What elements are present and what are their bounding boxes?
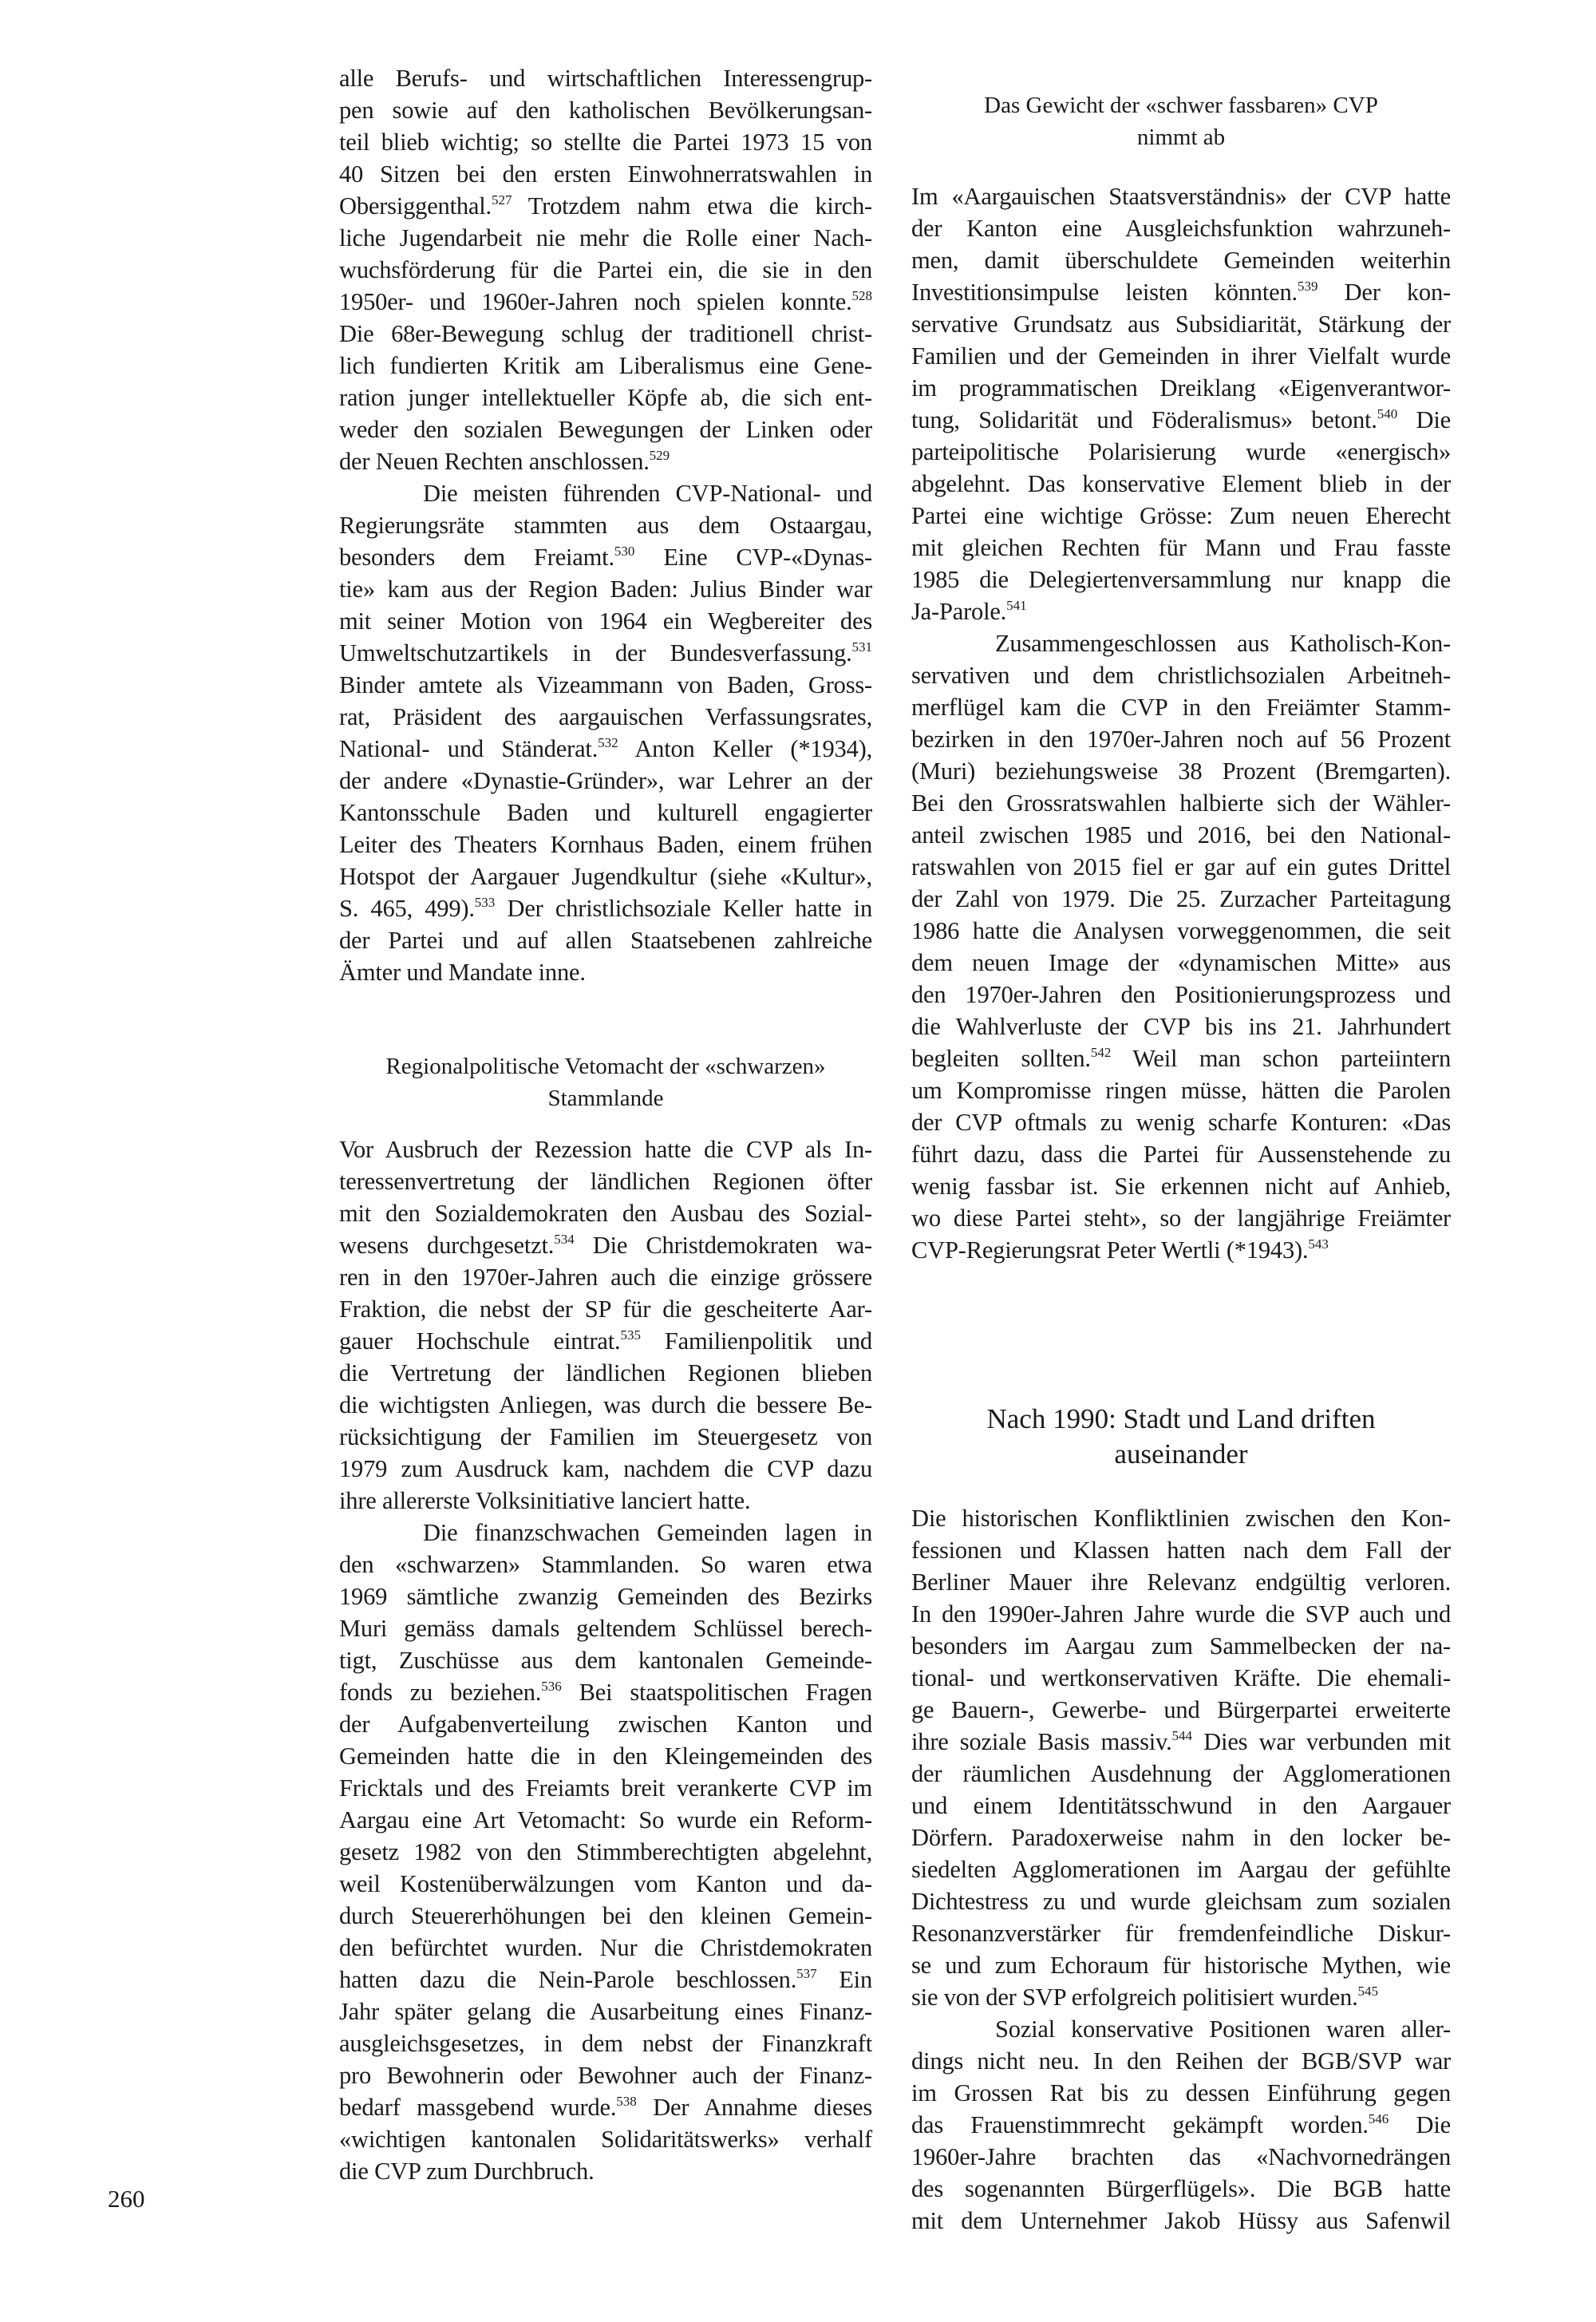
text-line — [339, 1708, 872, 1740]
text-segment: um Kompromisse ringen müsse, hätten die Parolen — [911, 1077, 1451, 1104]
text-segment: hatten dazu die Nein-Parole beschlossen. — [339, 1966, 797, 1993]
text-segment: siedelten Agglomerationen im Aargau der gefühlte — [911, 1856, 1451, 1883]
text-segment: Die Christdemokraten wa- — [574, 1232, 872, 1259]
text-line — [339, 1580, 872, 1612]
footnote-marker[interactable]: 542 — [1090, 1045, 1112, 1060]
page-number: 260 — [108, 2185, 145, 2213]
text-segment: weder den sozialen Bewegungen der Linken oder — [339, 416, 872, 443]
text-segment: parteipolitische Polarisierung wurde «energisch» — [911, 438, 1451, 465]
text-line — [911, 180, 1451, 212]
text-segment: ihre allererste Volksinitiative lanciert hatte. — [339, 1487, 751, 1514]
text-line — [911, 1981, 1451, 2013]
text-segment: S. 465, 499). — [339, 895, 475, 922]
text-segment: men, damit überschuldete Gemeinden weiterhin — [911, 247, 1451, 274]
text-segment: Bei staatspolitischen Fragen — [561, 1679, 872, 1706]
text-line — [911, 787, 1451, 819]
text-segment: tional- und wertkonservativen Kräfte. Die ehemali- — [911, 1664, 1451, 1691]
text-line — [339, 1325, 872, 1357]
text-line — [911, 1694, 1451, 1726]
text-line — [339, 637, 872, 669]
text-line — [911, 1758, 1451, 1790]
text-segment: der Aufgabenverteilung zwischen Kanton und — [339, 1711, 872, 1738]
text-line — [911, 276, 1451, 308]
text-segment: servative Grundsatz aus Subsidiarität, Stärkung der — [911, 311, 1451, 338]
section-heading: Nach 1990: Stadt und Land driften — [986, 1403, 1376, 1434]
text-line — [911, 1790, 1451, 1822]
text-segment: Investitionsimpulse leisten könnten. — [911, 279, 1298, 306]
text-segment: Aargau eine Art Vetomacht: So wurde ein Reform- — [339, 1806, 872, 1833]
text-line — [339, 222, 872, 254]
footnote-marker[interactable]: 537 — [796, 1966, 817, 1981]
text-line — [911, 1630, 1451, 1662]
text-line — [339, 1612, 872, 1644]
text-line — [339, 733, 872, 765]
text-line — [339, 1900, 872, 1932]
text-line — [339, 1133, 872, 1165]
text-segment: Gemeinden hatte die in den Kleingemeinden des — [339, 1742, 872, 1770]
text-segment: 40 Sitzen bei den ersten Einwohnerratswahlen in — [339, 160, 872, 188]
text-line — [339, 1836, 872, 1868]
text-segment: den befürchtet wurden. Nur die Christdemokraten — [339, 1934, 872, 1961]
text-line — [339, 509, 872, 541]
text-line — [911, 947, 1451, 979]
section-heading: Das Gewicht der «schwer fassbaren» CVP — [984, 93, 1378, 118]
text-line — [339, 573, 872, 605]
text-segment: Kantonsschule Baden und kulturell engagierter — [339, 799, 872, 826]
text-line — [911, 691, 1451, 723]
text-line — [911, 1566, 1451, 1598]
text-line — [911, 1534, 1451, 1566]
text-segment: Sozial konservative Positionen waren aller- — [995, 2015, 1451, 2043]
footnote-marker[interactable]: 546 — [1368, 2111, 1389, 2126]
text-segment: ausgleichsgesetzes, in dem nebst der Finanzkraft — [339, 2030, 872, 2057]
text-segment: Familienpolitik und — [640, 1327, 872, 1355]
text-line — [911, 979, 1451, 1011]
text-line — [339, 62, 872, 94]
text-segment: der Neuen Rechten anschlossen. — [339, 448, 650, 475]
text-segment: dings nicht neu. In den Reihen der BGB/SVP war — [911, 2047, 1451, 2075]
text-line — [911, 2045, 1451, 2077]
text-segment: ren in den 1970er-Jahren auch die einzige grössere — [339, 1264, 872, 1291]
text-segment: die CVP zum Durchbruch. — [339, 2158, 595, 2185]
text-segment: National- und Ständerat. — [339, 735, 598, 762]
text-line — [339, 1517, 872, 1549]
text-line — [339, 286, 872, 318]
text-line — [911, 1949, 1451, 1981]
text-segment: dem neuen Image der «dynamischen Mitte» aus — [911, 949, 1451, 976]
text-line — [339, 1644, 872, 1676]
text-segment: pro Bewohnerin oder Bewohner auch der Finanz- — [339, 2062, 872, 2089]
footnote-marker[interactable]: 539 — [1297, 279, 1318, 294]
text-segment: abgelehnt. Das konservative Element blieb in der — [911, 470, 1451, 497]
text-segment: teressenvertretung der ländlichen Regionen öfter — [339, 1168, 872, 1195]
text-segment: 1960er-Jahre brachten das «Nachvornedrängen — [911, 2143, 1451, 2170]
text-line — [339, 860, 872, 892]
text-segment: der CVP oftmals zu wenig scharfe Konturen: «Das — [911, 1109, 1451, 1136]
text-line — [339, 765, 872, 797]
text-segment: sie von der SVP erfolgreich politisiert wurden. — [911, 1984, 1358, 2011]
text-line — [339, 1772, 872, 1804]
text-line — [339, 1261, 872, 1293]
text-segment: tigt, Zuschüsse aus dem kantonalen Gemeinde- — [339, 1647, 872, 1674]
text-segment: servativen und dem christlichsozialen Arbeitneh- — [911, 662, 1451, 689]
text-segment: fonds zu beziehen. — [339, 1679, 542, 1706]
text-segment: anteil zwischen 1985 und 2016, bei den National- — [911, 821, 1451, 848]
footnote-marker[interactable]: 527 — [491, 192, 512, 208]
text-segment: Jahr später gelang die Ausarbeitung eines Finanz- — [339, 1998, 872, 2025]
text-segment: 1979 zum Ausdruck kam, nachdem die CVP dazu — [339, 1455, 872, 1482]
text-segment: Dörfern. Paradoxerweise nahm in den locker be- — [911, 1824, 1451, 1851]
text-segment: Regierungsräte stammten aus dem Ostaargau, — [339, 512, 872, 539]
text-line — [339, 541, 872, 573]
text-line — [911, 308, 1451, 340]
text-segment: 1986 hatte die Analysen vorweggenommen, die seit — [911, 917, 1451, 944]
text-segment: 1950er- und 1960er-Jahren noch spielen konnte. — [339, 288, 852, 315]
text-line — [339, 605, 872, 637]
text-line — [339, 445, 872, 477]
footnote-marker[interactable]: 536 — [541, 1679, 562, 1694]
section-heading: Stammlande — [547, 1086, 664, 1111]
text-line — [339, 1485, 872, 1517]
text-line — [911, 1853, 1451, 1885]
text-line — [911, 2109, 1451, 2141]
text-segment: im programmatischen Dreiklang «Eigenverantwor- — [911, 374, 1451, 402]
text-segment: wo diese Partei steht», so der langjährige Freiämter — [911, 1205, 1451, 1232]
text-segment: bedarf massgebend wurde. — [339, 2094, 617, 2121]
text-line — [339, 1549, 872, 1580]
footnote-marker[interactable]: 544 — [1171, 1728, 1193, 1743]
text-segment: ge Bauern-, Gewerbe- und Bürgerpartei erweiterte — [911, 1696, 1451, 1723]
text-line — [911, 1917, 1451, 1949]
text-line — [911, 500, 1451, 532]
text-line — [911, 627, 1451, 659]
text-line — [911, 244, 1451, 276]
text-segment: se und zum Echoraum für historische Mythen, wie — [911, 1952, 1451, 1979]
text-segment: Muri gemäss damals geltendem Schlüssel berech- — [339, 1615, 872, 1642]
text-segment: Die finanzschwachen Gemeinden lagen in — [423, 1519, 872, 1546]
text-line — [339, 892, 872, 924]
text-segment: Eine CVP-«Dynas- — [634, 544, 872, 571]
text-segment: durch Steuererhöhungen bei den kleinen Gemein- — [339, 1902, 872, 1929]
text-segment: gesetz 1982 von den Stimmberechtigten abgelehnt, — [339, 1838, 872, 1865]
footnote-marker[interactable]: 534 — [554, 1232, 575, 1247]
text-segment: Dichtestress zu und wurde gleichsam zum sozialen — [911, 1888, 1451, 1915]
text-segment: Vor Ausbruch der Rezession hatte die CVP als In- — [339, 1136, 872, 1163]
text-line — [911, 404, 1451, 436]
footnote-marker[interactable]: 533 — [474, 895, 496, 910]
text-line — [911, 1074, 1451, 1106]
text-segment: mit dem Unternehmer Jakob Hüssy aus Safenwil — [911, 2207, 1451, 2234]
text-line — [339, 1357, 872, 1389]
text-segment: (Muri) beziehungsweise 38 Prozent (Bremgarten). — [911, 758, 1451, 785]
text-line — [339, 1453, 872, 1485]
text-line — [339, 1293, 872, 1325]
text-line — [911, 819, 1451, 851]
text-segment: merflügel kam die CVP in den Freiämter Stamm- — [911, 694, 1451, 721]
text-line — [339, 956, 872, 988]
text-segment: der Zahl von 1979. Die 25. Zurzacher Parteitagung — [911, 885, 1451, 912]
text-line — [911, 1726, 1451, 1758]
text-line — [339, 1421, 872, 1453]
text-line — [339, 2027, 872, 2059]
text-segment: begleiten sollten. — [911, 1045, 1091, 1072]
text-line — [339, 701, 872, 733]
text-segment: Die — [1389, 2111, 1451, 2138]
text-segment: Resonanzverstärker für fremdenfeindliche Diskur- — [911, 1920, 1451, 1947]
footnote-marker[interactable]: 528 — [851, 288, 872, 303]
text-segment: mit gleichen Rechten für Mann und Frau fasste — [911, 534, 1451, 561]
text-line — [339, 94, 872, 126]
text-segment: mit den Sozialdemokraten den Ausbau des Sozial- — [339, 1200, 872, 1227]
text-line — [911, 468, 1451, 500]
text-segment: Obersiggenthal. — [339, 192, 492, 220]
text-line — [911, 851, 1451, 883]
text-segment: weil Kostenüberwälzungen vom Kanton und da- — [339, 1870, 872, 1897]
text-line — [911, 436, 1451, 468]
text-segment: liche Jugendarbeit nie mehr die Rolle einer Nach- — [339, 224, 872, 251]
text-line — [339, 382, 872, 413]
text-segment: der räumlichen Ausdehnung der Agglomerationen — [911, 1760, 1451, 1787]
text-segment: Die — [1397, 406, 1451, 433]
text-segment: besonders im Aargau zum Sammelbecken der na- — [911, 1632, 1451, 1659]
text-line — [339, 669, 872, 701]
text-line — [339, 1740, 872, 1772]
text-line — [911, 1011, 1451, 1042]
footnote-marker[interactable]: 531 — [851, 639, 872, 655]
text-line — [911, 212, 1451, 244]
text-line — [339, 1932, 872, 1964]
text-segment: In den 1990er-Jahren Jahre wurde die SVP auch und — [911, 1600, 1451, 1628]
footnote-marker[interactable]: 532 — [598, 735, 618, 750]
text-segment: mit seiner Motion von 1964 ein Wegbereiter des — [339, 607, 872, 635]
text-segment: Trotzdem nahm etwa die kirch- — [512, 192, 872, 220]
text-line — [911, 1822, 1451, 1853]
footnote-marker[interactable]: 529 — [649, 448, 670, 463]
text-line — [911, 1598, 1451, 1630]
text-line — [339, 797, 872, 829]
text-segment: Leiter des Theaters Kornhaus Baden, einem frühen — [339, 831, 872, 858]
text-line — [339, 254, 872, 286]
text-line — [339, 2059, 872, 2091]
text-segment: ratswahlen von 2015 fiel er gar auf ein gutes Drittel — [911, 853, 1451, 880]
text-segment: Bei den Grossratswahlen halbierte sich der Wähler- — [911, 789, 1451, 817]
text-segment: die Vertretung der ländlichen Regionen blieben — [339, 1359, 872, 1386]
text-segment: Partei eine wichtige Grösse: Zum neuen Eherecht — [911, 502, 1451, 529]
text-segment: Fricktals und des Freiamts breit verankerte CVP im — [339, 1774, 872, 1802]
text-segment: Der christlichsoziale Keller hatte in — [495, 895, 872, 922]
text-segment: Die historischen Konfliktlinien zwischen den Kon- — [911, 1505, 1451, 1532]
text-line — [911, 1202, 1451, 1234]
text-segment: des sogenannten Bürgerflügels». Die BGB hatte — [911, 2175, 1451, 2202]
text-segment: 1969 sämtliche zwanzig Gemeinden des Bezirks — [339, 1583, 872, 1610]
text-line — [911, 2013, 1451, 2045]
text-line — [911, 1170, 1451, 1202]
text-line — [911, 1502, 1451, 1534]
text-segment: die Wahlverluste der CVP bis ins 21. Jahrhundert — [911, 1013, 1451, 1040]
footnote-marker[interactable]: 540 — [1377, 406, 1398, 421]
text-segment: Anton Keller (*1934), — [618, 735, 873, 762]
text-line — [911, 2205, 1451, 2237]
text-segment: teil blieb wichtig; so stellte die Partei 1973 15 von — [339, 129, 872, 156]
text-line — [911, 1885, 1451, 1917]
text-segment: pen sowie auf den katholischen Bevölkerungsan- — [339, 97, 872, 124]
text-line — [911, 1662, 1451, 1694]
text-line — [339, 1804, 872, 1836]
text-line — [339, 1197, 872, 1229]
text-segment: wuchsförderung für die Partei ein, die sie in den — [339, 256, 872, 283]
text-line — [911, 532, 1451, 564]
text-segment: lich fundierten Kritik am Liberalismus eine Gene- — [339, 352, 872, 379]
text-segment: 1985 die Delegiertenversammlung nur knapp die — [911, 566, 1451, 593]
text-line — [339, 318, 872, 350]
text-segment: alle Berufs- und wirtschaftlichen Interessengrup- — [339, 65, 872, 92]
text-segment: gauer Hochschule eintrat. — [339, 1327, 621, 1355]
text-line — [339, 1964, 872, 1996]
text-segment: im Grossen Rat bis zu dessen Einführung gegen — [911, 2079, 1451, 2106]
footnote-marker[interactable]: 535 — [620, 1327, 641, 1343]
text-segment: bezirken in den 1970er-Jahren noch auf 56 Prozent — [911, 726, 1451, 753]
footnote-marker[interactable]: 541 — [1006, 598, 1027, 613]
text-line — [339, 350, 872, 382]
text-segment: den «schwarzen» Stammlanden. So waren etwa — [339, 1551, 872, 1578]
text-line — [339, 1229, 872, 1261]
text-segment: den 1970er-Jahren den Positionierungsprozess und — [911, 981, 1451, 1008]
text-segment: Binder amtete als Vizeammann von Baden, Gross- — [339, 671, 872, 698]
text-line — [339, 1165, 872, 1197]
text-line — [339, 2123, 872, 2155]
footnote-marker[interactable]: 530 — [614, 544, 635, 559]
section-heading: Regionalpolitische Vetomacht der «schwarzen» — [385, 1054, 826, 1079]
text-segment: Der kon- — [1317, 279, 1451, 306]
text-segment: und einem Identitätsschwund in den Aargauer — [911, 1792, 1451, 1819]
text-line — [911, 2173, 1451, 2205]
text-segment: die wichtigsten Anliegen, was durch die bessere Be- — [339, 1391, 872, 1418]
text-line — [911, 372, 1451, 404]
text-line — [339, 924, 872, 956]
text-segment: das Frauenstimmrecht gekämpft worden. — [911, 2111, 1369, 2138]
text-segment: Fraktion, die nebst der SP für die gescheiterte Aar- — [339, 1295, 872, 1323]
text-segment: Dies war verbunden mit — [1192, 1728, 1452, 1755]
text-segment: Im «Aargauischen Staatsverständnis» der CVP hatte — [911, 183, 1451, 210]
text-line — [339, 2091, 872, 2123]
text-segment: tung, Solidarität und Föderalismus» betont. — [911, 406, 1377, 433]
footnote-marker[interactable]: 538 — [616, 2094, 637, 2109]
text-segment: wenig fassbar ist. Sie erkennen nicht auf Anhieb, — [911, 1173, 1451, 1200]
text-line — [339, 1676, 872, 1708]
text-line — [911, 2077, 1451, 2109]
text-line — [911, 883, 1451, 915]
text-line — [339, 1868, 872, 1900]
text-line — [911, 2141, 1451, 2173]
text-segment: CVP-Regierungsrat Peter Wertli (*1943). — [911, 1236, 1309, 1264]
text-line — [911, 755, 1451, 787]
section-heading: auseinander — [1114, 1438, 1248, 1470]
text-line — [911, 1106, 1451, 1138]
text-segment: der andere «Dynastie-Gründer», war Lehrer an der — [339, 767, 872, 794]
text-segment: rücksichtigung der Familien im Steuergesetz von — [339, 1423, 872, 1450]
text-line — [339, 158, 872, 190]
text-segment: Hotspot der Aargauer Jugendkultur (siehe «Kultur», — [339, 863, 872, 890]
text-line — [911, 659, 1451, 691]
footnote-marker[interactable]: 543 — [1308, 1236, 1329, 1252]
text-segment: Ämter und Mandate inne. — [339, 959, 586, 986]
text-segment: tie» kam aus der Region Baden: Julius Binder war — [339, 576, 872, 603]
text-line — [339, 126, 872, 158]
text-line — [911, 340, 1451, 372]
text-line — [911, 1234, 1451, 1266]
text-segment: wesens durchgesetzt. — [339, 1232, 555, 1259]
text-segment: Die 68er-Bewegung schlug der traditionell christ- — [339, 320, 872, 347]
text-segment: Ja-Parole. — [911, 598, 1007, 625]
text-segment: ihre soziale Basis massiv. — [911, 1728, 1172, 1755]
text-segment: fessionen und Klassen hatten nach dem Fall der — [911, 1537, 1451, 1564]
text-segment: Der Annahme dieses — [636, 2094, 872, 2121]
text-segment: Familien und der Gemeinden in ihrer Vielfalt wurde — [911, 342, 1451, 370]
text-segment: «wichtigen kantonalen Solidaritätswerks» verhalf — [339, 2126, 872, 2153]
text-line — [339, 829, 872, 860]
text-line — [339, 2155, 872, 2187]
text-line — [339, 1996, 872, 2027]
section-heading: nimmt ab — [1136, 125, 1226, 150]
text-line — [911, 564, 1451, 595]
footnote-marker[interactable]: 545 — [1357, 1984, 1379, 1999]
text-line — [339, 477, 872, 509]
text-line — [339, 190, 872, 222]
text-line — [911, 595, 1451, 627]
text-segment: führt dazu, dass die Partei für Aussenstehende zu — [911, 1141, 1451, 1168]
text-segment: besonders dem Freiamt. — [339, 544, 614, 571]
text-segment: ration junger intellektueller Köpfe ab, die sich ent- — [339, 384, 872, 411]
text-line — [339, 1389, 872, 1421]
text-segment: Ein — [816, 1966, 872, 1993]
text-segment: Zusammengeschlossen aus Katholisch-Kon- — [995, 630, 1451, 657]
text-segment: der Kanton eine Ausgleichsfunktion wahrzuneh- — [911, 215, 1451, 242]
text-segment: Die meisten führenden CVP-National- und — [423, 480, 872, 507]
text-segment: der Partei und auf allen Staatsebenen zahlreiche — [339, 927, 872, 954]
text-line — [911, 723, 1451, 755]
text-line — [339, 413, 872, 445]
text-segment: Berliner Mauer ihre Relevanz endgültig verloren. — [911, 1568, 1451, 1596]
text-line — [911, 1042, 1451, 1074]
text-segment: Weil man schon parteiintern — [1111, 1045, 1451, 1072]
text-segment: Umweltschutzartikels in der Bundesverfassung. — [339, 639, 852, 667]
text-line — [911, 1138, 1451, 1170]
text-line — [911, 915, 1451, 947]
text-segment: rat, Präsident des aargauischen Verfassungsrates, — [339, 703, 872, 730]
